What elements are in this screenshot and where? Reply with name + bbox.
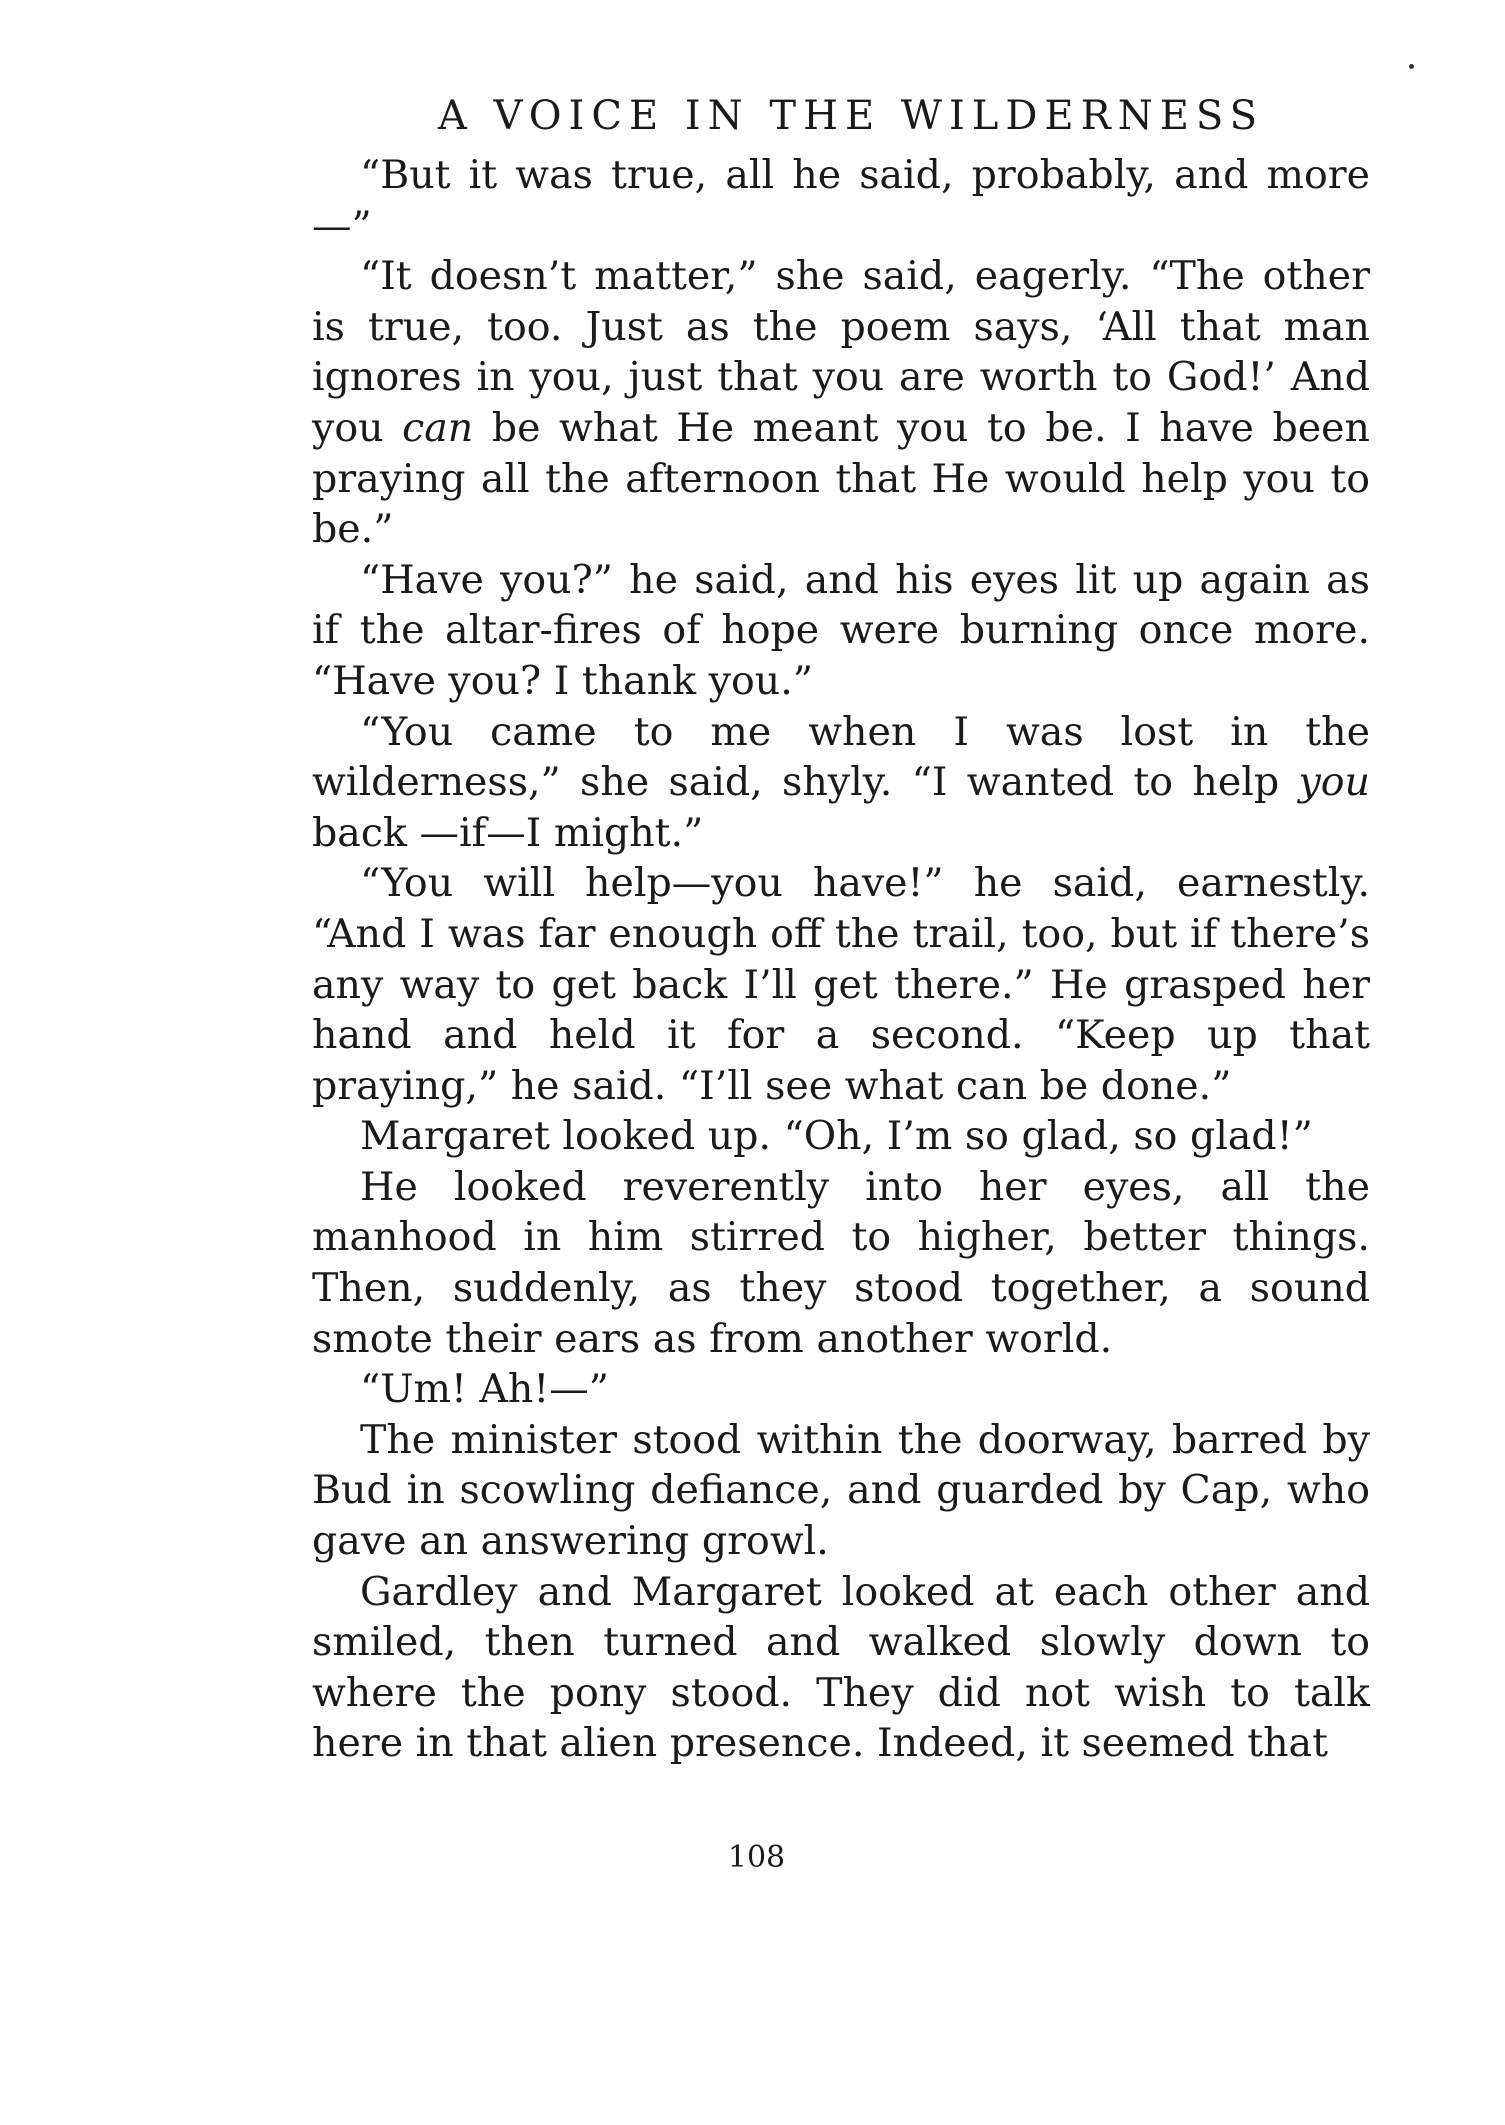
paragraph — [312, 555, 1370, 707]
book-page — [312, 88, 1370, 1769]
text-run: “You will help—you have!” he said, earnestly. “And I was far enough off the trail, too, but if there’s any way to get back I’ll get there.” He grasped her hand and held it for a second. “Keep up that praying,” he said. “I’ll see what can be done.” — [312, 860, 1370, 1109]
text-run: “Um! Ah!—” — [360, 1366, 609, 1413]
text-run: back —if—I might.” — [312, 809, 704, 856]
paragraph — [312, 707, 1370, 859]
paragraph — [312, 1111, 1370, 1162]
text-run: The minister stood within the doorway, barred by Bud in scowling defiance, and guarded by Cap, who gave an answering growl. — [312, 1416, 1370, 1565]
italic-emphasis: you — [1298, 759, 1370, 806]
text-run: “Have you?” he said, and his eyes lit up again as if the altar-fires of hope were burning once more. “Have you? I thank you.” — [312, 556, 1370, 704]
text-run: “It doesn’t matter,” she said, eagerly. “The other is true, too. Just as the poem says, ‘All that man ignores in you, just that you are worth to God!’ And you — [312, 253, 1370, 451]
paragraph — [312, 251, 1370, 555]
text-run: “You came to me when I was lost in the wilderness,” she said, shyly. “I wanted to help — [312, 708, 1370, 806]
paragraph — [312, 150, 1370, 251]
paragraph — [312, 858, 1370, 1111]
italic-emphasis: can — [402, 404, 474, 451]
page-number: 108 — [727, 1840, 786, 1875]
paragraph — [312, 1415, 1370, 1567]
body-text — [312, 150, 1370, 1769]
running-head: A VOICE IN THE WILDERNESS — [437, 93, 1265, 139]
text-run: “But it was true, all he said, probably, and more—” — [312, 152, 1370, 249]
text-run: Margaret looked up. “Oh, I’m so glad, so glad!” — [360, 1113, 1313, 1160]
paragraph — [312, 1162, 1370, 1364]
text-run: Gardley and Margaret looked at each other and smiled, then turned and walked slowly down to where the pony stood. They did not wish to talk here in that alien presence. Indeed, it seemed that — [312, 1568, 1370, 1767]
text-run: He looked reverently into her eyes, all the manhood in him stirred to higher, better things. Then, suddenly, as they stood together, a sound smote their ears as from another world. — [312, 1163, 1370, 1362]
paragraph — [312, 1364, 1370, 1415]
paragraph — [312, 1567, 1370, 1769]
text-run: be what He meant you to be. I have been praying all the afternoon that He would help you to be.” — [312, 404, 1370, 553]
print-speck — [1409, 64, 1414, 69]
